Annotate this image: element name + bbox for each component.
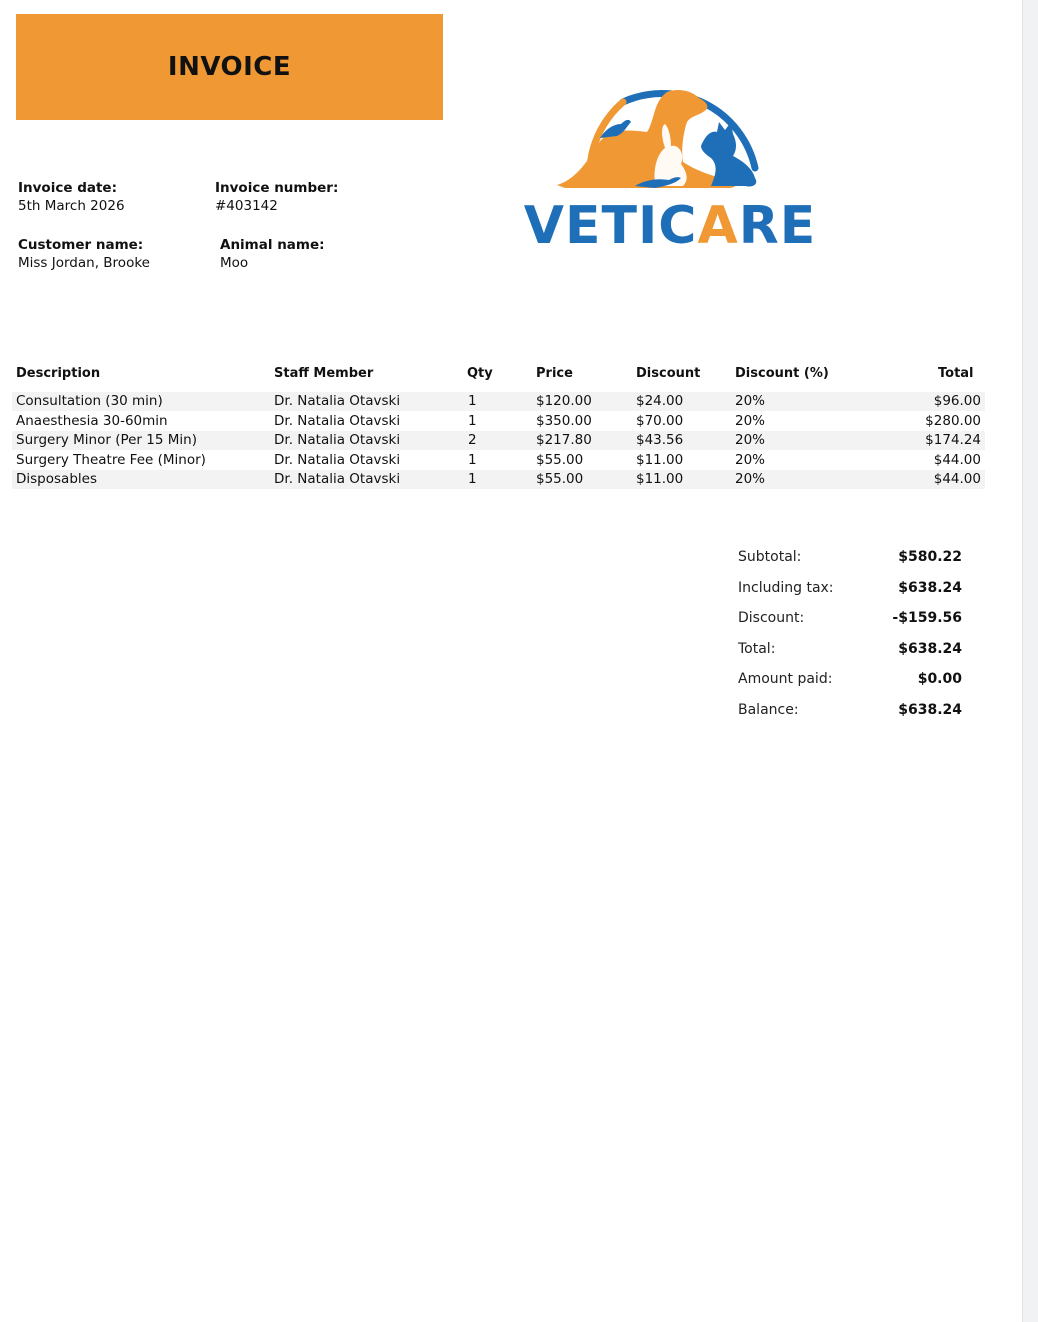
cell-staff: Dr. Natalia Otavski	[274, 393, 401, 409]
cell-qty: 1	[468, 393, 477, 409]
cell-staff: Dr. Natalia Otavski	[274, 413, 401, 429]
including-tax-value: $638.24	[898, 579, 962, 596]
cell-price: $217.80	[536, 432, 592, 448]
amount-paid-label: Amount paid:	[738, 671, 833, 688]
cell-staff: Dr. Natalia Otavski	[274, 471, 401, 487]
amount-paid-value: $0.00	[917, 671, 962, 688]
animal-name-label: Animal name:	[220, 237, 325, 253]
column-header-price: Price	[536, 366, 573, 381]
subtotal-row	[738, 546, 970, 577]
invoice-date-value: 5th March 2026	[18, 198, 125, 214]
invoice-title-banner	[16, 14, 443, 120]
customer-name-label: Customer name:	[18, 237, 144, 253]
discount-value: -$159.56	[892, 610, 962, 627]
amount-paid-row	[738, 668, 970, 699]
cell-description: Consultation (30 min)	[16, 393, 163, 409]
discount-label: Discount:	[738, 610, 805, 627]
cell-description: Surgery Theatre Fee (Minor)	[16, 452, 206, 468]
invoice-number-block	[215, 179, 338, 215]
subtotal-value: $580.22	[898, 549, 962, 565]
column-header-discount-pct: Discount (%)	[735, 366, 829, 381]
cell-discount-pct: 20%	[735, 413, 766, 429]
invoice-date-label: Invoice date:	[18, 180, 117, 196]
invoice-date-block	[18, 179, 125, 215]
column-header-staff: Staff Member	[274, 366, 374, 381]
cell-discount: $43.56	[636, 432, 684, 448]
table-row	[12, 431, 985, 450]
cell-price: $55.00	[536, 471, 584, 487]
discount-row	[738, 607, 970, 638]
including-tax-row	[738, 577, 970, 608]
total-label: Total:	[738, 640, 776, 657]
cell-discount-pct: 20%	[735, 432, 766, 448]
table-row	[12, 451, 985, 470]
table-row	[12, 392, 985, 411]
cell-qty: 1	[468, 471, 477, 487]
cell-total: $280.00	[925, 413, 981, 429]
balance-value: $638.24	[898, 701, 962, 718]
column-header-description: Description	[16, 366, 101, 381]
cell-price: $350.00	[536, 413, 592, 429]
cell-qty: 1	[468, 413, 477, 429]
invoice-number-value: #403142	[215, 198, 278, 214]
cell-discount: $24.00	[636, 393, 684, 409]
invoice-title: INVOICE	[167, 52, 292, 82]
cell-qty: 2	[468, 432, 477, 448]
cell-description: Disposables	[16, 471, 97, 487]
cell-total: $96.00	[933, 393, 981, 409]
cell-discount-pct: 20%	[735, 393, 766, 409]
invoice-number-label: Invoice number:	[215, 180, 339, 196]
cell-description: Anaesthesia 30-60min	[16, 413, 168, 429]
including-tax-label: Including tax:	[738, 579, 834, 596]
column-header-total: Total	[938, 366, 974, 381]
customer-name-value: Miss Jordan, Brooke	[18, 255, 150, 271]
subtotal-label: Subtotal:	[738, 549, 802, 565]
page-edge-gutter	[1022, 0, 1038, 1322]
cell-discount-pct: 20%	[735, 452, 766, 468]
cell-discount: $11.00	[636, 471, 684, 487]
customer-name-block	[18, 236, 150, 272]
cell-total: $174.24	[925, 432, 981, 448]
balance-row	[738, 699, 970, 730]
logo-wordmark: VETICARE	[523, 196, 817, 255]
cell-total: $44.00	[933, 471, 981, 487]
cell-description: Surgery Minor (Per 15 Min)	[16, 432, 197, 448]
column-header-qty: Qty	[467, 366, 493, 381]
cell-discount: $70.00	[636, 413, 684, 429]
table-row	[12, 470, 985, 489]
totals-summary	[738, 546, 970, 730]
total-value: $638.24	[898, 640, 962, 657]
balance-label: Balance:	[738, 701, 799, 718]
cell-price: $120.00	[536, 393, 592, 409]
cell-price: $55.00	[536, 452, 584, 468]
cell-qty: 1	[468, 452, 477, 468]
animal-name-block	[220, 236, 325, 272]
animal-name-value: Moo	[220, 255, 249, 271]
cell-staff: Dr. Natalia Otavski	[274, 452, 401, 468]
cell-discount-pct: 20%	[735, 471, 766, 487]
total-row	[738, 638, 970, 669]
column-header-discount: Discount	[636, 366, 701, 381]
table-row	[12, 412, 985, 431]
cell-total: $44.00	[933, 452, 981, 468]
cell-staff: Dr. Natalia Otavski	[274, 432, 401, 448]
cell-discount: $11.00	[636, 452, 684, 468]
veticare-logo	[505, 50, 835, 255]
